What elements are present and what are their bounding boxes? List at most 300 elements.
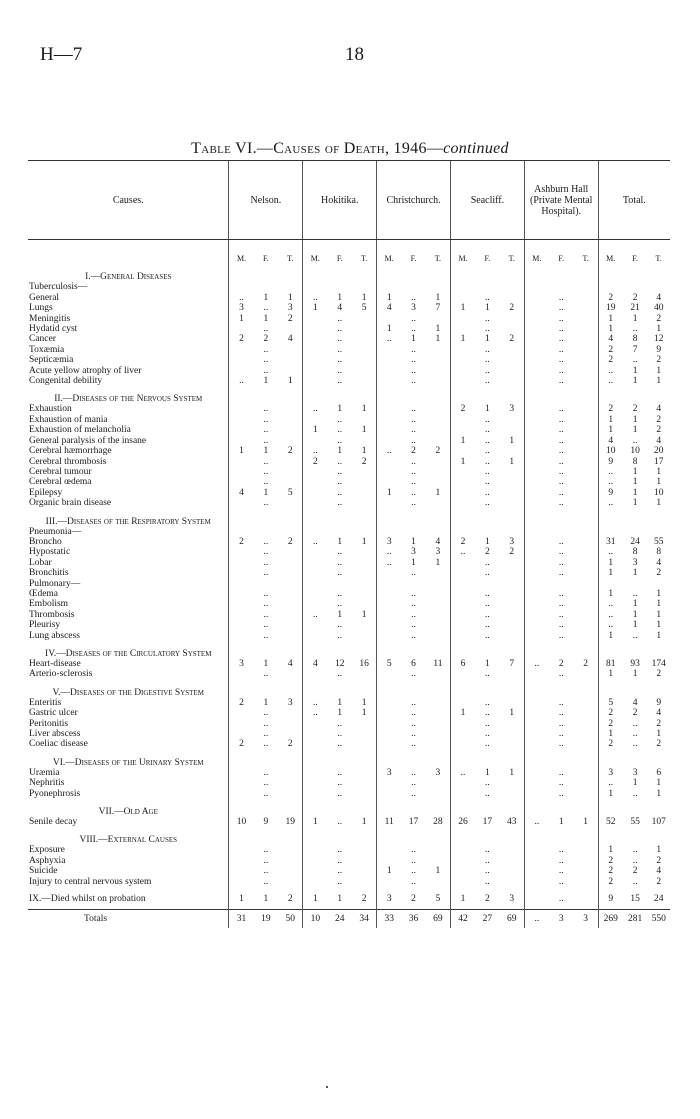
hokitika-f-cell: 12 [334, 659, 345, 669]
hokitika-t-cell: 1 [361, 446, 367, 457]
seacliff-m-cell [450, 599, 475, 609]
hokitika-t-cell: 2 [361, 456, 367, 467]
total-t-cell: 4 [656, 866, 662, 877]
nelson-f-cell: 1 [263, 894, 269, 905]
cause-text: Bronchitis [29, 568, 69, 579]
total-f-cell: .. [632, 729, 638, 740]
christchurch-t-cell [426, 789, 451, 799]
ashburn-m-cell: .. [524, 817, 549, 827]
table-row [28, 739, 670, 749]
seacliff-t-cell [500, 498, 525, 508]
hokitika-f-cell: 24 [327, 909, 352, 928]
ashburn-m-cell [524, 415, 549, 425]
seacliff-m-cell: .. [450, 768, 475, 778]
ashburn-m-cell [524, 789, 549, 799]
hokitika-m-cell: .. [303, 293, 328, 303]
christchurch-m-cell [377, 366, 402, 376]
christchurch-m-cell [377, 415, 402, 425]
total-f-cell: 2 [632, 866, 638, 877]
total-m-cell: 1 [598, 324, 623, 334]
hokitika-m-cell [303, 547, 328, 557]
cause-text: Cerebral tumour [29, 466, 92, 477]
total-t-cell: 4 [656, 292, 662, 303]
hokitika-t-cell: 1 [361, 708, 367, 719]
hokitika-t-cell [352, 768, 377, 778]
seacliff-t-cell [500, 610, 525, 620]
seacliff-m-cell [450, 558, 475, 568]
seacliff-f-cell: .. [485, 446, 490, 457]
header-christchurch: Christchurch. [377, 161, 451, 240]
ashburn-t-cell [574, 425, 599, 435]
nelson-f-cell: .. [263, 344, 269, 355]
cause-label [28, 739, 229, 749]
ashburn-f-cell: .. [558, 894, 564, 905]
cause-label [28, 355, 229, 365]
cause-text: Exhaustion [29, 404, 72, 415]
nelson-f-cell: .. [263, 568, 269, 579]
hokitika-m-cell: .. [303, 404, 328, 414]
cause-text: Tuberculosis— [29, 282, 88, 293]
section-heading-row [28, 641, 670, 659]
hokitika-m-cell [303, 620, 328, 630]
heading-spacer-cell [574, 509, 599, 527]
seacliff-t-cell [500, 631, 525, 641]
christchurch-t-cell [426, 610, 451, 620]
ashburn-t-cell [574, 314, 599, 324]
seacliff-f-cell: .. [485, 697, 490, 708]
christchurch-f-cell: .. [411, 845, 416, 856]
nelson-f-cell: .. [263, 599, 269, 610]
heading-spacer-cell [352, 509, 377, 527]
ashburn-f-cell: .. [558, 778, 564, 789]
heading-spacer-cell [327, 386, 352, 404]
nelson-f-cell: .. [263, 303, 269, 314]
nelson-t-cell [278, 845, 303, 855]
hokitika-m-cell [303, 877, 328, 887]
christchurch-f-cell: 1 [411, 334, 416, 345]
ashburn-f-cell: .. [558, 446, 564, 457]
sex-label-total-t: T. [655, 254, 662, 263]
seacliff-t-cell [500, 366, 525, 376]
christchurch-f-cell: .. [411, 697, 416, 708]
seacliff-t-cell [500, 446, 525, 456]
cause-label [28, 856, 229, 866]
ashburn-t-cell [574, 355, 599, 365]
heading-spacer-cell [278, 799, 303, 817]
hokitika-m-cell: 1 [303, 887, 328, 909]
heading-spacer-cell [549, 264, 574, 282]
hokitika-t-cell: 34 [352, 909, 377, 928]
nelson-m-cell [229, 568, 254, 578]
cause-label [28, 729, 229, 739]
seacliff-t-cell: 1 [509, 456, 515, 467]
seacliff-m-cell: 1 [450, 334, 475, 344]
ashburn-m-cell [524, 457, 549, 467]
seacliff-t-cell [500, 527, 525, 537]
seacliff-m-cell [450, 314, 475, 324]
seacliff-f-cell: 1 [485, 659, 490, 669]
christchurch-f-cell: 2 [411, 446, 416, 457]
christchurch-f-cell: .. [411, 876, 416, 887]
nelson-f-cell: .. [263, 708, 269, 719]
hokitika-f-cell: .. [337, 477, 343, 488]
nelson-t-cell [278, 599, 303, 609]
christchurch-t-cell [426, 845, 451, 855]
hokitika-t-cell: 5 [361, 303, 367, 314]
nelson-t-cell [278, 669, 303, 679]
sex-label-ashburn-f: F. [558, 254, 565, 263]
heading-spacer-cell [524, 641, 549, 659]
ashburn-t-cell [574, 477, 599, 487]
christchurch-f-cell: .. [411, 599, 416, 610]
cause-text: Lung abscess [29, 630, 80, 641]
seacliff-f-cell: .. [485, 855, 490, 866]
cause-text: Exhaustion of mania [29, 414, 108, 425]
hokitika-f-cell: 1 [337, 894, 343, 905]
nelson-m-cell [229, 631, 254, 641]
nelson-f-cell: 2 [263, 334, 269, 345]
cause-label [28, 282, 229, 292]
seacliff-f-cell: .. [485, 435, 490, 446]
christchurch-t-cell [426, 856, 451, 866]
cause-text: Septicæmia [29, 355, 74, 366]
hokitika-m-cell: 4 [303, 659, 328, 669]
total-t-cell: 4 [656, 708, 662, 719]
seacliff-t-cell: 2 [509, 547, 515, 558]
ashburn-f-cell: .. [558, 498, 564, 509]
total-t-cell: 1 [656, 324, 662, 335]
cause-text: Gastric ulcer [29, 708, 78, 719]
total-m-cell [598, 579, 623, 589]
heading-spacer-cell [401, 680, 426, 698]
table-row [28, 498, 670, 508]
total-f-cell: 1 [632, 487, 638, 498]
hokitika-m-cell [303, 729, 328, 739]
total-f-cell: .. [632, 718, 638, 729]
heading-spacer-cell [500, 799, 525, 817]
total-t-cell: 1 [656, 365, 662, 376]
christchurch-f-cell: .. [411, 435, 416, 446]
hokitika-m-cell [303, 324, 328, 334]
cause-label [28, 446, 229, 456]
cause-text: Organic brain disease [29, 498, 112, 509]
nelson-t-cell: 2 [287, 536, 293, 547]
heading-spacer-cell [647, 827, 670, 845]
total-t-cell [647, 527, 670, 537]
hokitika-m-cell [303, 778, 328, 788]
ashburn-t-cell [574, 778, 599, 788]
sex-header-row [28, 240, 670, 265]
nelson-t-cell [278, 415, 303, 425]
table-row [28, 579, 670, 589]
christchurch-t-cell [426, 498, 451, 508]
heading-spacer-cell [377, 386, 402, 404]
heading-spacer-cell [574, 799, 599, 817]
ashburn-f-cell: .. [558, 708, 564, 719]
heading-spacer-cell [475, 386, 500, 404]
total-t-cell: 2 [656, 876, 662, 887]
hokitika-t-cell: 1 [361, 292, 367, 303]
total-t-cell: 2 [656, 855, 662, 866]
hokitika-f-cell: .. [337, 630, 343, 641]
cause-label [28, 457, 229, 467]
ashburn-m-cell: .. [524, 659, 549, 669]
hokitika-t-cell [352, 739, 377, 749]
hokitika-t-cell: 1 [361, 425, 367, 436]
seacliff-m-cell: 1 [450, 436, 475, 446]
ashburn-m-cell [524, 729, 549, 739]
christchurch-t-cell [426, 579, 451, 589]
nelson-m-cell [229, 589, 254, 599]
hokitika-f-cell: 1 [337, 404, 343, 415]
nelson-t-cell [278, 498, 303, 508]
ashburn-t-cell [574, 293, 599, 303]
hokitika-f-cell: 1 [337, 609, 343, 620]
ashburn-m-cell [524, 527, 549, 537]
ashburn-m-cell [524, 366, 549, 376]
table-row [28, 527, 670, 537]
total-f-cell: .. [632, 588, 638, 599]
nelson-t-cell: 5 [287, 487, 293, 498]
christchurch-m-cell [377, 620, 402, 630]
seacliff-m-cell [450, 293, 475, 303]
cause-text: Asphyxia [29, 855, 66, 866]
heading-spacer-cell [549, 509, 574, 527]
nelson-f-cell: .. [263, 365, 269, 376]
total-m-cell: 1 [598, 669, 623, 679]
heading-spacer-cell [598, 641, 623, 659]
heading-spacer-cell [475, 641, 500, 659]
table-row [28, 303, 670, 313]
table-row [28, 887, 670, 909]
nelson-m-cell [229, 324, 254, 334]
nelson-f-cell: 1 [263, 446, 269, 457]
hokitika-m-cell [303, 599, 328, 609]
hokitika-f-cell: .. [337, 487, 343, 498]
cause-label [28, 366, 229, 376]
ashburn-f-cell: .. [558, 435, 564, 446]
total-m-cell: 2 [598, 345, 623, 355]
hokitika-t-cell [352, 334, 377, 344]
hokitika-m-cell: 1 [303, 303, 328, 313]
nelson-f-cell: .. [263, 718, 269, 729]
seacliff-m-cell [450, 620, 475, 630]
seacliff-t-cell [500, 739, 525, 749]
hokitika-f-cell: .. [337, 334, 343, 345]
ashburn-f-cell: .. [558, 620, 564, 631]
nelson-m-cell: .. [229, 293, 254, 303]
heading-spacer-cell [450, 750, 475, 768]
nelson-f-cell [254, 282, 279, 292]
table-row [28, 789, 670, 799]
nelson-f-cell: .. [263, 435, 269, 446]
heading-spacer-cell [475, 509, 500, 527]
nelson-t-cell [278, 568, 303, 578]
nelson-t-cell [278, 620, 303, 630]
seacliff-t-cell [500, 719, 525, 729]
table-row [28, 425, 670, 435]
ashburn-m-cell [524, 620, 549, 630]
seacliff-t-cell [500, 467, 525, 477]
seacliff-f-cell: .. [485, 729, 490, 740]
table-row [28, 547, 670, 557]
sex-label-seacliff-t: T. [508, 254, 515, 263]
ashburn-m-cell [524, 436, 549, 446]
nelson-m-cell [229, 845, 254, 855]
ashburn-f-cell: .. [558, 669, 564, 680]
seacliff-m-cell [450, 467, 475, 477]
total-t-cell: 20 [653, 446, 664, 457]
hokitika-t-cell [352, 631, 377, 641]
ashburn-f-cell: .. [558, 324, 564, 335]
ashburn-m-cell [524, 425, 549, 435]
christchurch-f-cell: .. [411, 466, 416, 477]
christchurch-m-cell: 5 [377, 659, 402, 669]
total-f-cell: 1 [632, 365, 638, 376]
ashburn-t-cell [574, 866, 599, 876]
heading-spacer-cell [549, 827, 574, 845]
nelson-f-cell: .. [263, 620, 269, 631]
sex-label-hokitika-t: T. [360, 254, 368, 263]
ashburn-m-cell [524, 345, 549, 355]
cause-text: Congenital debility [29, 376, 103, 387]
hokitika-f-cell: .. [337, 767, 343, 778]
ashburn-t-cell [574, 887, 599, 909]
nelson-m-cell: 1 [229, 446, 254, 456]
total-t-cell: 2 [656, 355, 662, 366]
christchurch-m-cell [377, 498, 402, 508]
total-f-cell: 1 [632, 778, 638, 789]
nelson-t-cell [278, 547, 303, 557]
heading-spacer-cell [327, 827, 352, 845]
nelson-t-cell [278, 467, 303, 477]
nelson-m-cell [229, 856, 254, 866]
christchurch-t-cell [426, 719, 451, 729]
christchurch-m-cell [377, 579, 402, 589]
ashburn-m-cell [524, 446, 549, 456]
nelson-f-cell: 1 [263, 487, 269, 498]
nelson-t-cell [278, 366, 303, 376]
cause-text: Meningitis [29, 313, 71, 324]
hokitika-m-cell [303, 739, 328, 749]
heading-spacer-cell [426, 799, 451, 817]
section-heading: VII.—Old Age [98, 807, 158, 818]
cause-text: Pneumonia— [29, 526, 82, 537]
christchurch-m-cell [377, 345, 402, 355]
heading-spacer-cell [229, 680, 254, 698]
ashburn-f-cell: .. [558, 536, 564, 547]
christchurch-t-cell: 11 [433, 659, 443, 669]
total-m-cell: 2 [598, 708, 623, 718]
ashburn-t-cell [574, 446, 599, 456]
seacliff-m-cell [450, 719, 475, 729]
christchurch-m-cell [377, 355, 402, 365]
seacliff-f-cell [475, 282, 500, 292]
seacliff-m-cell: 1 [450, 708, 475, 718]
total-m-cell [598, 282, 623, 292]
hokitika-m-cell [303, 467, 328, 477]
total-m-cell: 3 [598, 768, 623, 778]
christchurch-f-cell: 1 [411, 557, 416, 568]
hokitika-f-cell: .. [337, 788, 343, 799]
table-row [28, 477, 670, 487]
seacliff-t-cell [500, 845, 525, 855]
total-t-cell: 4 [656, 557, 662, 568]
nelson-m-cell [229, 866, 254, 876]
christchurch-t-cell [426, 425, 451, 435]
seacliff-m-cell [450, 415, 475, 425]
hokitika-t-cell [352, 488, 377, 498]
christchurch-m-cell [377, 631, 402, 641]
seacliff-t-cell [500, 425, 525, 435]
christchurch-m-cell [377, 698, 402, 708]
seacliff-t-cell [500, 558, 525, 568]
hokitika-t-cell: 2 [361, 894, 367, 905]
seacliff-t-cell [500, 355, 525, 365]
seacliff-f-cell: .. [485, 708, 490, 719]
ashburn-t-cell [574, 856, 599, 866]
cause-text: Pleurisy [29, 620, 61, 631]
seacliff-m-cell: 1 [450, 303, 475, 313]
cause-text: Toxæmia [29, 344, 65, 355]
heading-spacer-cell [377, 264, 402, 282]
cause-label [28, 631, 229, 641]
seacliff-m-cell [450, 425, 475, 435]
ashburn-m-cell [524, 708, 549, 718]
heading-spacer-cell [327, 799, 352, 817]
hokitika-t-cell [352, 376, 377, 386]
heading-spacer-cell [524, 680, 549, 698]
heading-spacer-cell [623, 799, 648, 817]
cause-label [28, 708, 229, 718]
section-heading-row [28, 750, 670, 768]
table-row [28, 404, 670, 414]
nelson-t-cell [278, 457, 303, 467]
christchurch-f-cell: 2 [411, 894, 416, 905]
christchurch-m-cell [377, 708, 402, 718]
hokitika-m-cell [303, 669, 328, 679]
seacliff-m-cell [450, 856, 475, 866]
hokitika-m-cell [303, 856, 328, 866]
christchurch-t-cell [426, 467, 451, 477]
christchurch-f-cell: .. [411, 456, 416, 467]
ashburn-t-cell [574, 457, 599, 467]
christchurch-t-cell [426, 589, 451, 599]
seacliff-f-cell: .. [485, 568, 490, 579]
christchurch-t-cell: 3 [435, 767, 441, 778]
christchurch-m-cell: 1 [377, 866, 402, 876]
seacliff-f-cell: 2 [485, 547, 490, 558]
ashburn-m-cell [524, 887, 549, 909]
heading-spacer-cell [278, 680, 303, 698]
christchurch-t-cell: 1 [435, 334, 441, 345]
christchurch-m-cell [377, 477, 402, 487]
cause-label [28, 698, 229, 708]
christchurch-f-cell: .. [411, 292, 416, 303]
total-t-cell: 12 [653, 334, 664, 345]
sex-label-hokitika-f: F. [336, 254, 343, 263]
total-m-cell: 19 [598, 303, 623, 313]
total-t-cell: 8 [656, 547, 662, 558]
nelson-t-cell [278, 282, 303, 292]
nelson-m-cell [229, 708, 254, 718]
hokitika-f-cell: .. [337, 568, 343, 579]
seacliff-t-cell [500, 488, 525, 498]
ashburn-f-cell: 2 [558, 659, 564, 669]
christchurch-f-cell: .. [411, 788, 416, 799]
seacliff-m-cell [450, 579, 475, 589]
total-m-cell: .. [598, 366, 623, 376]
